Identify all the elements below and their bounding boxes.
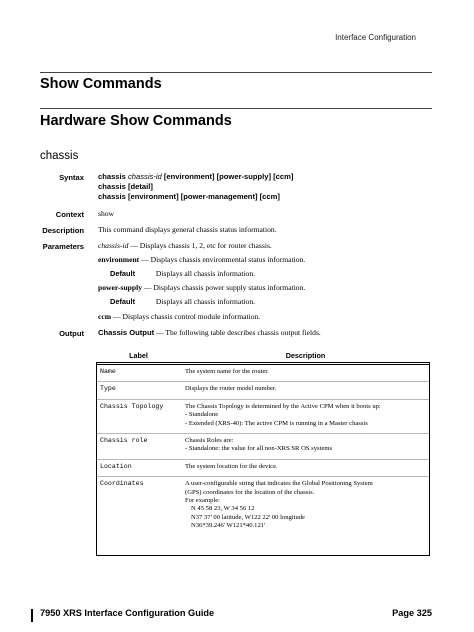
param-power-supply: power-supply — Displays chassis power supply status information. <box>98 283 306 292</box>
description-label: Description <box>42 226 84 235</box>
context-label: Context <box>55 210 84 219</box>
command-heading: chassis <box>40 150 79 162</box>
row-description-line: The system location for the device. <box>185 462 278 470</box>
row-description-line: - Standalone <box>185 411 219 419</box>
footer-page-number: Page 325 <box>392 608 432 618</box>
row-description-line: (GPS) coordinates for the location of the chassis. <box>185 488 315 496</box>
row-description <box>181 459 430 476</box>
row-description-line: N 45 58 23, W 34 56 12 <box>191 505 255 513</box>
table-row <box>96 399 430 433</box>
row-description-line: Chassis Roles are: <box>185 437 234 445</box>
row-label: Chassis Topology <box>96 399 181 433</box>
row-description <box>181 434 430 460</box>
row-description-line: A user-configurable string that indicates the Global Positioning System <box>185 480 373 488</box>
param-ccm: ccm — Displays chassis control module information. <box>98 312 261 321</box>
param-environment-default: Default Displays all chassis information. <box>110 269 256 278</box>
table-row <box>96 477 430 536</box>
row-description <box>181 382 430 399</box>
subsection-title: Hardware Show Commands <box>40 113 232 129</box>
syntax-label: Syntax <box>59 173 84 182</box>
row-description-line: N37 37' 00 latitude, W122 22' 00 longitude <box>191 513 305 521</box>
row-label: Name <box>96 365 181 382</box>
output-label: Output <box>59 329 84 338</box>
parameters-label: Parameters <box>42 242 84 251</box>
table-header-label: Label <box>96 346 181 365</box>
section-rule <box>40 72 432 73</box>
row-description <box>181 365 430 382</box>
syntax-block <box>98 172 293 202</box>
row-description <box>181 399 430 433</box>
section-title: Show Commands <box>40 76 162 92</box>
description-value: This command displays general chassis status information. <box>98 225 277 234</box>
row-label: Location <box>96 459 181 476</box>
table-row <box>96 382 430 399</box>
footer-change-bar <box>31 609 33 622</box>
table-row <box>96 459 430 476</box>
row-description-line: The Chassis Topology is determined by the Active CPM when it boots up: <box>185 402 381 410</box>
row-description-line: N36*39.246' W121*40.121' <box>191 522 266 530</box>
table-header-row <box>96 346 430 365</box>
context-value: show <box>98 209 115 218</box>
table-row <box>96 434 430 460</box>
table-header-description: Description <box>181 346 430 365</box>
row-description-line: The system name for the router. <box>185 368 269 375</box>
row-description-line: - Extended (XRS-40): The active CPM is running in a Master chassis <box>185 419 368 427</box>
row-label: Chassis role <box>96 434 181 460</box>
running-header: Interface Configuration <box>335 33 416 42</box>
table-body <box>96 365 430 536</box>
row-description-line: For example: <box>185 497 220 505</box>
footer-guide-title: 7950 XRS Interface Configuration Guide <box>40 608 215 618</box>
param-environment: environment — Displays chassis environmental status information. <box>98 255 306 264</box>
table-row <box>96 365 430 382</box>
syntax-line-2: chassis [detail] <box>98 182 153 191</box>
row-label: Type <box>96 382 181 399</box>
param-power-supply-default: Default Displays all chassis information. <box>110 297 256 306</box>
syntax-line-1: chassis chassis-id [environment] [power-supply] [ccm] <box>98 172 294 181</box>
syntax-line-3: chassis [environment] [power-management] [ccm] <box>98 192 280 201</box>
row-description-line: - Standalone: the value for all non-XRS SR OS systems <box>185 445 333 453</box>
param-chassis-id: chassis-id — Displays chassis 1, 2, etc for router chassis. <box>98 241 272 250</box>
subsection-rule <box>40 108 432 109</box>
row-label: Coordinates <box>96 477 181 536</box>
row-description-line: Displays the router model number. <box>185 385 277 393</box>
row-description <box>181 477 430 536</box>
output-intro: Chassis Output — The following table describes chassis output fields. <box>98 328 321 337</box>
chassis-output-table <box>96 346 430 536</box>
